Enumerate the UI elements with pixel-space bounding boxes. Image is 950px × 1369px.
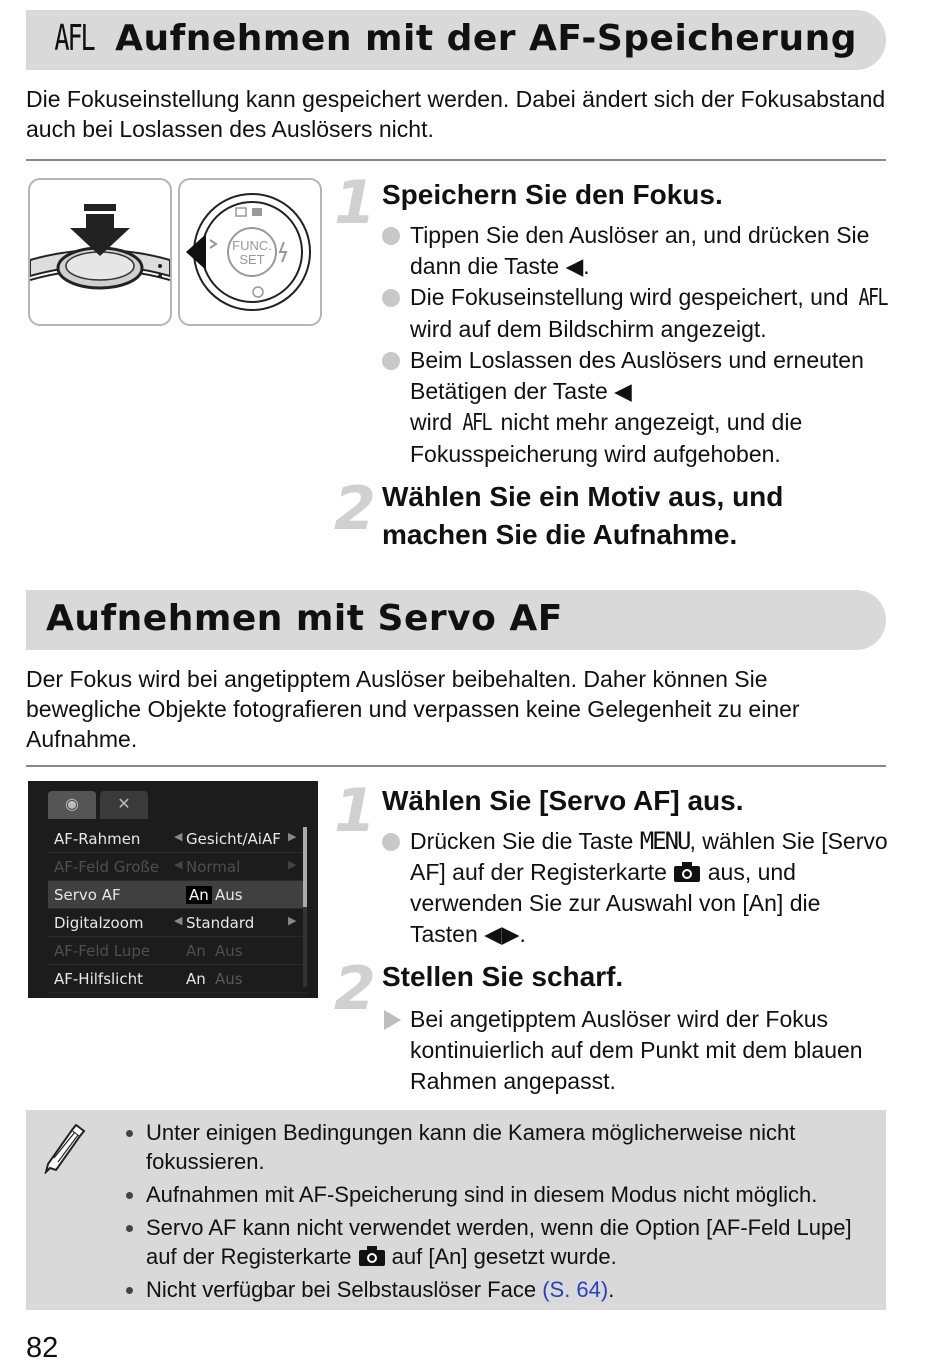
- camera-tab-icon: ◉: [48, 791, 96, 819]
- bullet-dot-icon: [382, 833, 400, 851]
- bullet-item: [382, 826, 892, 950]
- divider: [26, 159, 886, 161]
- menu-row-selected: [48, 881, 306, 909]
- note-item: [124, 1213, 884, 1271]
- bullet-text: Beim Loslassen des Auslösers und erneuten Betätigen der Taste: [410, 347, 864, 404]
- menu-row: [48, 909, 306, 937]
- left-right-arrows-icon: ◀▶: [484, 921, 520, 947]
- note-item: [124, 1118, 884, 1176]
- step-bullets: [382, 826, 892, 950]
- left-arrow-icon: ◀: [174, 858, 183, 871]
- menu-value: Normal: [186, 858, 241, 876]
- step-bullets: [382, 1004, 892, 1097]
- result-triangle-icon: [384, 1010, 401, 1030]
- note-text: .: [608, 1277, 615, 1302]
- bullet-text: wird auf dem Bildschirm angezeigt.: [410, 316, 767, 342]
- section-title-text: Aufnehmen mit der AF-Speicherung: [115, 18, 857, 59]
- afl-icon: AFL: [54, 18, 94, 59]
- intro-paragraph: Die Fokuseinstellung kann gespeichert werden. Dabei ändert sich der Fokusabstand auch bei Loslassen des Auslösers nicht.: [26, 86, 886, 142]
- right-arrow-icon: ▶: [288, 858, 297, 871]
- camera-icon: [358, 1245, 386, 1267]
- menu-row: [48, 853, 306, 881]
- menu-row: [48, 825, 306, 853]
- camera-icon: [673, 861, 701, 883]
- bullet-dot-icon: [382, 289, 400, 307]
- menu-key: AF-Hilfslicht: [54, 970, 143, 988]
- menu-key: AF-Feld Große: [54, 858, 160, 876]
- section-banner-af-lock: [26, 10, 886, 70]
- bullet-text: .: [519, 921, 526, 947]
- page-number: 82: [26, 1332, 59, 1364]
- bullet-text: Bei angetipptem Auslöser wird der Fokus kontinuierlich auf dem Punkt mit dem blauen Rahmen angepasst.: [410, 1006, 863, 1094]
- menu-value-off: Aus: [215, 942, 243, 960]
- bullet-item: [382, 345, 892, 470]
- step-bullets: [382, 220, 892, 470]
- note-text: Servo AF kann nicht verwendet werden, wenn die Option [AF-Feld Lupe] auf der Registerkarte: [146, 1215, 852, 1269]
- left-arrow-icon: ◀: [565, 253, 584, 279]
- left-arrow-icon: ◀: [174, 914, 183, 927]
- menu-value-off: Aus: [215, 970, 243, 988]
- bullet-text: nicht mehr angezeigt, und die Fokusspeicherung wird aufgehoben.: [410, 409, 803, 467]
- bullet-text: Tippen Sie den Auslöser an, und drücken Sie dann die Taste: [410, 222, 870, 279]
- bullet-text: aus, und verwenden Sie zur Auswahl von [An] die Tasten: [410, 859, 821, 947]
- menu-value-on: An: [186, 942, 206, 960]
- divider: [26, 765, 886, 767]
- bullet-dot-icon: [382, 352, 400, 370]
- step-heading: Wählen Sie [Servo AF] aus.: [382, 785, 744, 816]
- menu-scrollbar: [303, 827, 307, 987]
- intro-paragraph: Der Fokus wird bei angetipptem Auslöser beibehalten. Daher können Sie bewegliche Objekte fotografieren und verpassen keine Gelegenheit zu einer Aufnahme.: [26, 666, 800, 752]
- note-item: [124, 1275, 884, 1304]
- bullet-text: Drücken Sie die Taste: [410, 828, 640, 854]
- section-title: Aufnehmen mit Servo AF: [46, 598, 563, 639]
- menu-value-on: An: [186, 970, 206, 988]
- note-text: Unter einigen Bedingungen kann die Kamera möglicherweise nicht fokussieren.: [146, 1120, 796, 1174]
- note-item: [124, 1180, 884, 1209]
- camera-menu-screenshot: [28, 781, 318, 998]
- bullet-text: Die Fokuseinstellung wird gespeichert, und: [410, 284, 855, 310]
- page-reference-link[interactable]: (S. 64): [542, 1277, 609, 1302]
- pencil-icon: [42, 1124, 86, 1174]
- menu-button-label: MENU: [639, 827, 690, 855]
- step-number: 2: [334, 474, 376, 544]
- shutter-button-illustration: [28, 178, 172, 326]
- bullet-dot-icon: [382, 227, 400, 245]
- step-heading: Stellen Sie scharf.: [382, 961, 624, 992]
- bullet-item: Tippen Sie den Auslöser an, und drücken Sie dann die Taste ◀.: [382, 220, 892, 282]
- control-dial-illustration: [178, 178, 322, 326]
- step-heading: Wählen Sie ein Motiv aus, und machen Sie die Aufnahme.: [382, 481, 784, 550]
- note-text: auf [An] gesetzt wurde.: [385, 1244, 617, 1269]
- left-arrow-icon: ◀: [174, 830, 183, 843]
- menu-key: Servo AF: [54, 886, 121, 904]
- section-banner-servo-af: [26, 590, 886, 650]
- afl-icon: AFL: [462, 410, 491, 436]
- menu-value: Gesicht/AiAF: [186, 830, 281, 848]
- afl-icon: AFL: [858, 285, 887, 311]
- dial-func-label: FUNC.: [232, 238, 272, 253]
- menu-key: AF-Rahmen: [54, 830, 141, 848]
- menu-row: [48, 937, 306, 965]
- menu-value-on: An: [186, 886, 212, 904]
- left-arrow-icon: ◀: [614, 378, 632, 404]
- menu-row: [48, 965, 306, 993]
- step-number: 1: [334, 168, 376, 238]
- notes-list: [124, 1118, 884, 1308]
- step-number: 1: [334, 776, 376, 846]
- step-heading: Speichern Sie den Fokus.: [382, 179, 723, 210]
- menu-value-off: Aus: [215, 886, 243, 904]
- menu-value: Standard: [186, 914, 255, 932]
- bullet-item: [382, 282, 892, 345]
- dial-set-label: SET: [239, 252, 265, 267]
- menu-key: AF-Feld Lupe: [54, 942, 151, 960]
- bullet-item: [382, 1004, 892, 1097]
- note-text: Nicht verfügbar bei Selbstauslöser Face: [146, 1277, 543, 1302]
- menu-key: Digitalzoom: [54, 914, 144, 932]
- section-title: [46, 18, 857, 59]
- bullet-text: , wählen Sie [Servo AF] auf der Registerkarte: [410, 828, 888, 885]
- step-number: 2: [334, 954, 376, 1024]
- notes-box: [26, 1110, 886, 1310]
- bullet-text: wird: [410, 409, 459, 435]
- note-text: Aufnahmen mit AF-Speicherung sind in diesem Modus nicht möglich.: [146, 1182, 818, 1207]
- tools-tab-icon: ✕: [100, 791, 148, 819]
- right-arrow-icon: ▶: [288, 914, 297, 927]
- right-arrow-icon: ▶: [288, 830, 297, 843]
